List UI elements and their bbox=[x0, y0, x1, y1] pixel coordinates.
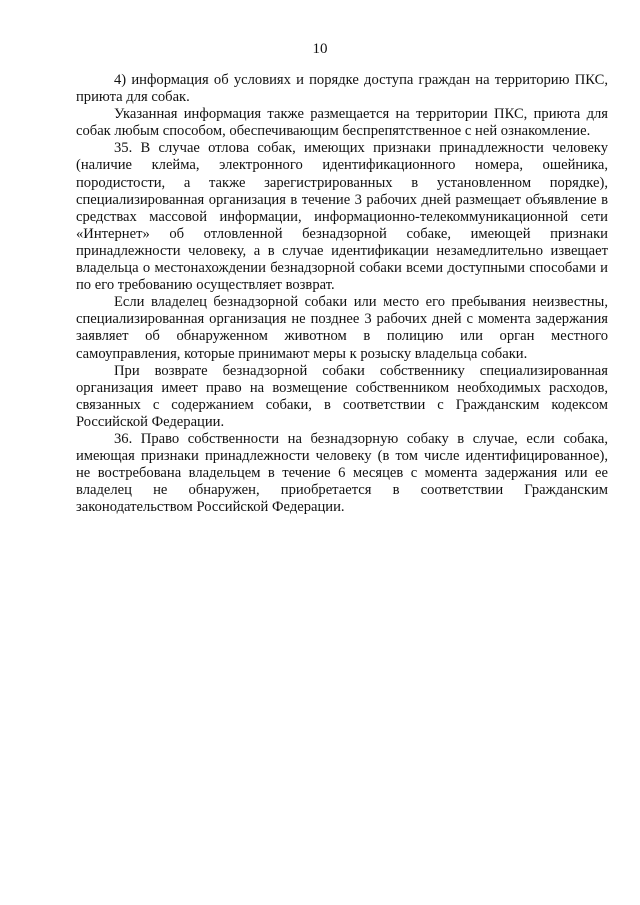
document-body bbox=[76, 72, 608, 516]
paragraph-clause-36: 36. Право собственности на безнадзорную собаку в случае, если собака, имеющая признаки принадлежности человеку (в том числе идентифицированное), не востребована владельцем в течение 6 месяцев с момента задержания или ее владелец не обнаружен, приобретается в соответствии Гражданским законодательством Российской Федерации. bbox=[76, 430, 608, 516]
paragraph-clause-35: 35. В случае отлова собак, имеющих признаки принадлежности человеку (наличие клейма, электронного идентификационного номера, ошейника, породистости, а также зарегистрированных в установленном порядке), специализированная организация в течение 3 рабочих дней размещает объявление в средствах массовой информации, информационно-телекоммуникационной сети «Интернет» об отловленной безнадзорной собаке, имеющей признаки принадлежности человеку, а в случае идентификации незамедлительно извещает владельца о местонахождении безнадзорной собаки всеми доступными способами и по его требованию осуществляет возврат. bbox=[76, 140, 608, 294]
paragraph-unknown-owner: Если владелец безнадзорной собаки или место его пребывания неизвестны, специализированная организация не позднее 3 рабочих дней с момента задержания заявляет об обнаруженном животном в полицию или орган местного самоуправления, которые принимают меры к розыску владельца собаки. bbox=[76, 294, 608, 362]
page-number: 10 bbox=[312, 41, 328, 57]
paragraph-info-placement: Указанная информация также размещается на территории ПКС, приюта для собак любым способом, обеспечивающим беспрепятственное с ней ознакомление. bbox=[76, 106, 608, 140]
paragraph-return-expenses: При возврате безнадзорной собаки собственнику специализированная организация имеет право на возмещение собственником необходимых расходов, связанных с содержанием собаки, в соответствии с Гражданским кодексом Российской Федерации. bbox=[76, 362, 608, 430]
paragraph-access-info: 4) информация об условиях и порядке доступа граждан на территорию ПКС, приюта для собак. bbox=[76, 72, 608, 106]
